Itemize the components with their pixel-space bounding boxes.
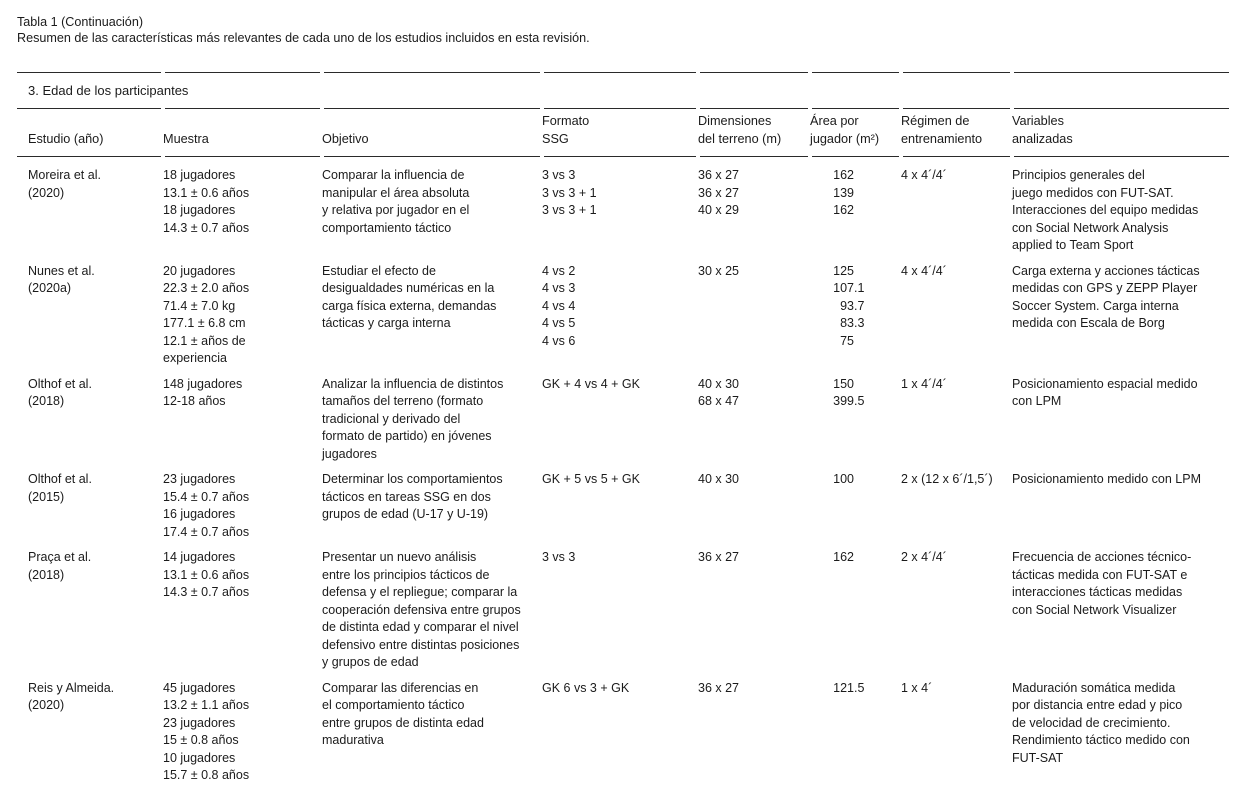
muestra-line: 15 ± 0.8 años bbox=[163, 733, 239, 747]
column-header-variables: Variables bbox=[1012, 114, 1064, 128]
muestra-line: 14.3 ± 0.7 años bbox=[163, 585, 250, 599]
objetivo-line: de distinta edad y comparar el nivel bbox=[322, 620, 519, 634]
cell-regimen bbox=[901, 113, 1012, 148]
dimensiones-line: 40 x 29 bbox=[698, 203, 740, 217]
estudio-line: (2020) bbox=[28, 185, 65, 200]
variables-line: applied to Team Sport bbox=[1012, 238, 1134, 252]
objetivo-line: defensivo entre distintas posiciones bbox=[322, 637, 520, 652]
formato-line: GK + 4 vs 4 + GK bbox=[542, 376, 640, 391]
estudio-line: (2018) bbox=[28, 394, 65, 408]
cell-muestra bbox=[163, 167, 322, 255]
area-value bbox=[810, 298, 901, 316]
area-decimal-part: .7 bbox=[854, 298, 865, 313]
muestra-line: 45 jugadores bbox=[163, 680, 236, 695]
area-decimal-part: .5 bbox=[854, 394, 865, 408]
study-row bbox=[17, 680, 1229, 785]
variables-line: Carga externa y acciones tácticas bbox=[1012, 263, 1200, 278]
cell-regimen bbox=[901, 680, 1012, 785]
objetivo-line: madurativa bbox=[322, 733, 384, 747]
variables-line: medida con Escala de Borg bbox=[1012, 316, 1165, 330]
rule-segment bbox=[1014, 72, 1229, 73]
rule-segment bbox=[17, 156, 161, 157]
area-value bbox=[810, 393, 901, 411]
rule-segment bbox=[812, 72, 899, 73]
objetivo-line: Determinar los comportamientos bbox=[322, 472, 503, 486]
cell-dimensiones bbox=[698, 113, 810, 148]
estudio-line: (2020) bbox=[28, 698, 65, 712]
area-value bbox=[810, 185, 901, 203]
cell-muestra bbox=[163, 263, 322, 368]
cell-area bbox=[810, 263, 901, 368]
cell-area bbox=[810, 549, 901, 672]
objetivo-line: entre grupos de distinta edad bbox=[322, 715, 484, 730]
column-header-muestra: Muestra bbox=[163, 131, 209, 146]
cell-estudio bbox=[17, 131, 163, 149]
variables-line: Interacciones del equipo medidas bbox=[1012, 203, 1199, 217]
cell-regimen bbox=[901, 471, 1012, 541]
formato-line: 3 vs 3 + 1 bbox=[542, 185, 597, 200]
formato-line: 3 vs 3 + 1 bbox=[542, 203, 597, 217]
cell-objetivo bbox=[322, 471, 542, 541]
variables-line: por distancia entre edad y pico bbox=[1012, 698, 1183, 712]
column-header-regimen: entrenamiento bbox=[901, 131, 983, 146]
cell-objetivo bbox=[322, 680, 542, 785]
cell-objetivo bbox=[322, 167, 542, 255]
objetivo-line: tradicional y derivado del bbox=[322, 411, 461, 426]
rule-segment bbox=[812, 108, 899, 109]
formato-line: 3 vs 3 bbox=[542, 168, 576, 182]
variables-line: interacciones tácticas medidas bbox=[1012, 585, 1183, 599]
cell-muestra bbox=[163, 376, 322, 464]
muestra-line: 71.4 ± 7.0 kg bbox=[163, 298, 236, 313]
variables-line: Frecuencia de acciones técnico- bbox=[1012, 550, 1192, 564]
muestra-line: 18 jugadores bbox=[163, 168, 236, 182]
rule-top bbox=[17, 72, 1229, 73]
column-header-dimensiones: del terreno (m) bbox=[698, 131, 782, 146]
variables-line: de velocidad de crecimiento. bbox=[1012, 715, 1171, 730]
column-header-formato: Formato bbox=[542, 114, 590, 128]
formato-line: 4 vs 5 bbox=[542, 316, 576, 330]
rule-segment bbox=[165, 72, 320, 73]
cell-objetivo bbox=[322, 131, 542, 149]
cell-formato bbox=[542, 549, 698, 672]
area-integer-part: 150 bbox=[833, 376, 854, 391]
section-heading: 3. Edad de los participantes bbox=[28, 83, 189, 98]
muestra-line: 13.1 ± 0.6 años bbox=[163, 567, 250, 582]
objetivo-line: y grupos de edad bbox=[322, 655, 419, 669]
cell-area bbox=[810, 471, 901, 541]
area-value bbox=[810, 263, 901, 281]
cell-estudio bbox=[17, 376, 163, 464]
area-integer-part: 139 bbox=[833, 185, 854, 200]
column-header-formato: SSG bbox=[542, 131, 569, 146]
variables-line: Posicionamiento medido con LPM bbox=[1012, 472, 1201, 486]
muestra-line: 10 jugadores bbox=[163, 750, 236, 765]
objetivo-line: Estudiar el efecto de bbox=[322, 263, 436, 278]
muestra-line: 13.1 ± 0.6 años bbox=[163, 185, 250, 200]
objetivo-line: desigualdades numéricas en la bbox=[322, 281, 495, 295]
cell-variables bbox=[1012, 263, 1229, 368]
regimen-line: 2 x (12 x 6´/1,5´) bbox=[901, 472, 993, 486]
area-value bbox=[810, 280, 901, 298]
area-integer-part: 75 bbox=[840, 333, 854, 348]
variables-line: Maduración somática medida bbox=[1012, 680, 1176, 695]
objetivo-line: defensa y el repliegue; comparar la bbox=[322, 585, 518, 599]
area-integer-part: 162 bbox=[833, 550, 854, 564]
muestra-line: 13.2 ± 1.1 años bbox=[163, 698, 250, 712]
muestra-line: 22.3 ± 2.0 años bbox=[163, 281, 250, 295]
area-integer-part: 83 bbox=[840, 316, 854, 330]
column-header-regimen: Régimen de bbox=[901, 114, 970, 128]
estudio-line: Praça et al. bbox=[28, 550, 92, 564]
formato-line: 4 vs 6 bbox=[542, 333, 576, 348]
cell-formato bbox=[542, 167, 698, 255]
cell-variables bbox=[1012, 113, 1229, 148]
cell-estudio bbox=[17, 167, 163, 255]
dimensiones-line: 68 x 47 bbox=[698, 394, 740, 408]
variables-line: con Social Network Visualizer bbox=[1012, 602, 1177, 617]
cell-area bbox=[810, 376, 901, 464]
cell-muestra bbox=[163, 131, 322, 149]
muestra-line: 148 jugadores bbox=[163, 376, 243, 391]
regimen-line: 4 x 4´/4´ bbox=[901, 263, 947, 278]
objetivo-line: Presentar un nuevo análisis bbox=[322, 550, 477, 564]
variables-line: Rendimiento táctico medido con bbox=[1012, 733, 1190, 747]
objetivo-line: carga física externa, demandas bbox=[322, 298, 497, 313]
muestra-line: 14.3 ± 0.7 años bbox=[163, 220, 250, 235]
cell-objetivo bbox=[322, 549, 542, 672]
objetivo-line: cooperación defensiva entre grupos bbox=[322, 602, 521, 617]
table-header bbox=[17, 109, 1229, 156]
cell-formato bbox=[542, 680, 698, 785]
cell-variables bbox=[1012, 376, 1229, 464]
study-row bbox=[17, 263, 1229, 376]
cell-dimensiones bbox=[698, 167, 810, 255]
variables-line: medidas con GPS y ZEPP Player bbox=[1012, 281, 1198, 295]
dimensiones-line: 40 x 30 bbox=[698, 472, 740, 486]
objetivo-line: y relativa por jugador en el bbox=[322, 203, 470, 217]
area-integer-part: 93 bbox=[840, 298, 854, 313]
rule-segment bbox=[903, 156, 1010, 157]
cell-area bbox=[810, 113, 901, 148]
muestra-line: 12.1 ± años de bbox=[163, 333, 246, 348]
estudio-line: Moreira et al. bbox=[28, 168, 101, 182]
cell-objetivo bbox=[322, 376, 542, 464]
cell-dimensiones bbox=[698, 376, 810, 464]
formato-line: GK + 5 vs 5 + GK bbox=[542, 472, 640, 486]
dimensiones-line: 36 x 27 bbox=[698, 168, 740, 182]
cell-regimen bbox=[901, 549, 1012, 672]
estudio-line: Olthof et al. bbox=[28, 472, 92, 486]
cell-variables bbox=[1012, 680, 1229, 785]
area-integer-part: 121 bbox=[833, 680, 854, 695]
column-header-dimensiones: Dimensiones bbox=[698, 114, 772, 128]
variables-line: FUT-SAT bbox=[1012, 750, 1064, 765]
dimensiones-line: 30 x 25 bbox=[698, 263, 740, 278]
area-integer-part: 100 bbox=[833, 472, 854, 486]
area-decimal-part: .3 bbox=[854, 316, 865, 330]
rule-segment bbox=[17, 108, 161, 109]
dimensiones-line: 40 x 30 bbox=[698, 376, 740, 391]
objetivo-line: comportamiento táctico bbox=[322, 220, 452, 235]
table-body bbox=[17, 157, 1229, 785]
cell-dimensiones bbox=[698, 680, 810, 785]
objetivo-line: entre los principios tácticos de bbox=[322, 567, 490, 582]
rule-segment bbox=[544, 156, 696, 157]
estudio-line: Olthof et al. bbox=[28, 376, 92, 391]
objetivo-line: Comparar la influencia de bbox=[322, 168, 465, 182]
rule-segment bbox=[812, 156, 899, 157]
area-integer-part: 125 bbox=[833, 263, 854, 278]
objetivo-line: tácticos en tareas SSG en dos bbox=[322, 489, 491, 504]
rule-below-header bbox=[17, 156, 1229, 157]
table-description: Resumen de las características más relevantes de cada uno de los estudios incluidos en esta revisión. bbox=[17, 31, 590, 45]
cell-regimen bbox=[901, 376, 1012, 464]
muestra-line: experiencia bbox=[163, 351, 227, 365]
variables-line: Posicionamiento espacial medido bbox=[1012, 376, 1198, 391]
variables-line: con Social Network Analysis bbox=[1012, 220, 1169, 235]
regimen-line: 1 x 4´/4´ bbox=[901, 376, 947, 391]
formato-line: GK 6 vs 3 + GK bbox=[542, 680, 630, 695]
cell-variables bbox=[1012, 549, 1229, 672]
cell-area bbox=[810, 680, 901, 785]
study-row bbox=[17, 471, 1229, 549]
muestra-line: 14 jugadores bbox=[163, 550, 236, 564]
cell-area bbox=[810, 167, 901, 255]
variables-line: con LPM bbox=[1012, 394, 1062, 408]
muestra-line: 12-18 años bbox=[163, 394, 226, 408]
variables-line: tácticas medida con FUT-SAT e bbox=[1012, 567, 1188, 582]
estudio-line: (2015) bbox=[28, 489, 65, 504]
objetivo-line: Comparar las diferencias en bbox=[322, 680, 479, 695]
column-header-objetivo: Objetivo bbox=[322, 131, 369, 146]
formato-line: 4 vs 3 bbox=[542, 281, 576, 295]
muestra-line: 17.4 ± 0.7 años bbox=[163, 524, 250, 539]
column-header-variables: analizadas bbox=[1012, 131, 1073, 146]
rule-segment bbox=[165, 156, 320, 157]
regimen-line: 1 x 4´ bbox=[901, 680, 933, 695]
column-header-estudio: Estudio (año) bbox=[28, 131, 104, 146]
muestra-line: 20 jugadores bbox=[163, 263, 236, 278]
rule-segment bbox=[700, 72, 808, 73]
muestra-line: 18 jugadores bbox=[163, 203, 236, 217]
variables-line: Principios generales del bbox=[1012, 168, 1145, 182]
objetivo-line: Analizar la influencia de distintos bbox=[322, 376, 504, 391]
table-title: Tabla 1 (Continuación) bbox=[17, 15, 144, 29]
area-integer-part: 162 bbox=[833, 203, 854, 217]
muestra-line: 15.4 ± 0.7 años bbox=[163, 489, 250, 504]
rule-segment bbox=[17, 72, 161, 73]
area-value bbox=[810, 376, 901, 394]
rule-segment bbox=[1014, 156, 1229, 157]
rule-segment bbox=[544, 72, 696, 73]
rule-below-section bbox=[17, 108, 1229, 109]
column-header-area: jugador (m²) bbox=[810, 131, 880, 146]
objetivo-line: el comportamiento táctico bbox=[322, 698, 465, 712]
cell-dimensiones bbox=[698, 549, 810, 672]
objetivo-line: manipular el área absoluta bbox=[322, 185, 470, 200]
cell-variables bbox=[1012, 471, 1229, 541]
objetivo-line: tácticas y carga interna bbox=[322, 316, 451, 330]
muestra-line: 16 jugadores bbox=[163, 507, 236, 521]
estudio-line: Reis y Almeida. bbox=[28, 680, 115, 695]
dimensiones-line: 36 x 27 bbox=[698, 185, 740, 200]
area-decimal-part: .1 bbox=[854, 281, 865, 295]
cell-regimen bbox=[901, 167, 1012, 255]
study-row bbox=[17, 167, 1229, 263]
dimensiones-line: 36 x 27 bbox=[698, 550, 740, 564]
cell-dimensiones bbox=[698, 263, 810, 368]
cell-formato bbox=[542, 263, 698, 368]
cell-muestra bbox=[163, 680, 322, 785]
rule-segment bbox=[700, 108, 808, 109]
cell-estudio bbox=[17, 549, 163, 672]
objetivo-line: jugadores bbox=[322, 446, 377, 461]
cell-muestra bbox=[163, 471, 322, 541]
dimensiones-line: 36 x 27 bbox=[698, 680, 740, 695]
column-header-area: Área por bbox=[810, 114, 859, 128]
area-value bbox=[810, 315, 901, 333]
muestra-line: 177.1 ± 6.8 cm bbox=[163, 316, 246, 330]
estudio-line: Nunes et al. bbox=[28, 263, 95, 278]
cell-estudio bbox=[17, 680, 163, 785]
regimen-line: 4 x 4´/4´ bbox=[901, 168, 947, 182]
cell-variables bbox=[1012, 167, 1229, 255]
table-caption bbox=[17, 14, 1229, 46]
area-value bbox=[810, 167, 901, 185]
area-value bbox=[810, 333, 901, 351]
cell-regimen bbox=[901, 263, 1012, 368]
muestra-line: 23 jugadores bbox=[163, 715, 236, 730]
rule-segment bbox=[544, 108, 696, 109]
study-row bbox=[17, 376, 1229, 472]
variables-line: Soccer System. Carga interna bbox=[1012, 298, 1179, 313]
cell-muestra bbox=[163, 549, 322, 672]
rule-segment bbox=[324, 72, 540, 73]
rule-segment bbox=[324, 156, 540, 157]
rule-segment bbox=[324, 108, 540, 109]
rule-segment bbox=[903, 72, 1010, 73]
rule-segment bbox=[903, 108, 1010, 109]
cell-objetivo bbox=[322, 263, 542, 368]
area-value bbox=[810, 680, 901, 698]
objetivo-line: formato de partido) en jóvenes bbox=[322, 429, 492, 443]
rule-segment bbox=[700, 156, 808, 157]
cell-estudio bbox=[17, 471, 163, 541]
objetivo-line: tamaños del terreno (formato bbox=[322, 394, 484, 408]
cell-formato bbox=[542, 471, 698, 541]
study-row bbox=[17, 549, 1229, 680]
area-value bbox=[810, 471, 901, 489]
formato-line: 3 vs 3 bbox=[542, 550, 576, 564]
estudio-line: (2020a) bbox=[28, 281, 72, 295]
regimen-line: 2 x 4´/4´ bbox=[901, 550, 947, 564]
area-value bbox=[810, 549, 901, 567]
rule-segment bbox=[165, 108, 320, 109]
area-decimal-part: .5 bbox=[854, 680, 865, 695]
formato-line: 4 vs 4 bbox=[542, 298, 576, 313]
estudio-line: (2018) bbox=[28, 567, 65, 582]
variables-line: juego medidos con FUT-SAT. bbox=[1012, 185, 1174, 200]
area-integer-part: 107 bbox=[833, 281, 854, 295]
area-integer-part: 162 bbox=[833, 168, 854, 182]
cell-formato bbox=[542, 376, 698, 464]
objetivo-line: grupos de edad (U-17 y U-19) bbox=[322, 507, 489, 521]
cell-formato bbox=[542, 113, 698, 148]
muestra-line: 15.7 ± 0.8 años bbox=[163, 768, 250, 782]
cell-dimensiones bbox=[698, 471, 810, 541]
muestra-line: 23 jugadores bbox=[163, 472, 236, 486]
rule-segment bbox=[1014, 108, 1229, 109]
area-integer-part: 399 bbox=[833, 394, 854, 408]
formato-line: 4 vs 2 bbox=[542, 263, 576, 278]
area-value bbox=[810, 202, 901, 220]
cell-estudio bbox=[17, 263, 163, 368]
